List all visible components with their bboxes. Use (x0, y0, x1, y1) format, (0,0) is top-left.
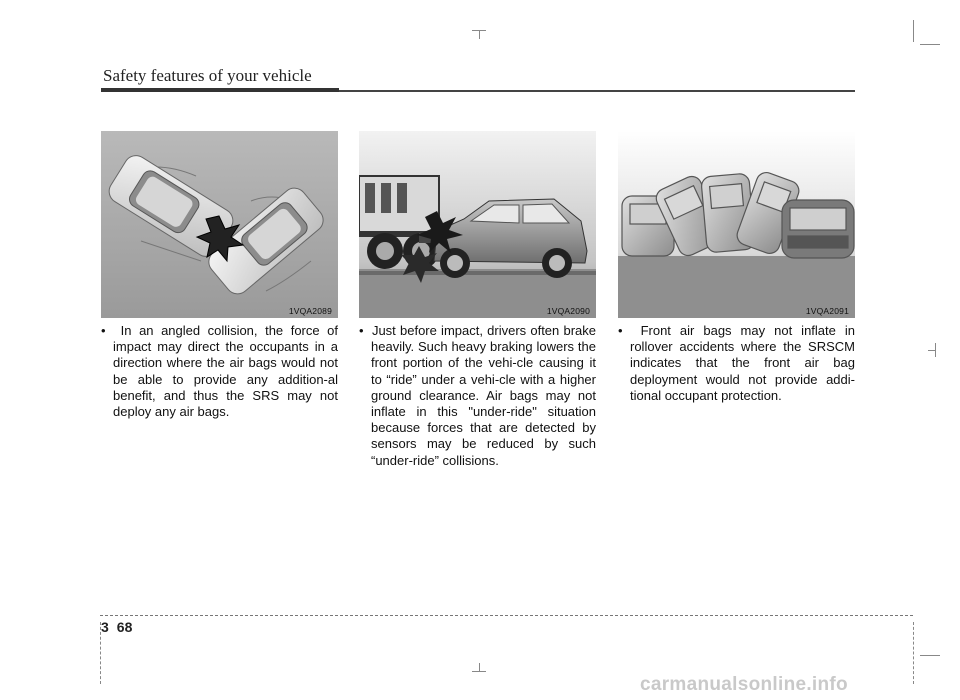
crop-mark-top-right-h (920, 44, 940, 45)
figure-angled-collision (101, 131, 338, 318)
rollover-illustration (618, 131, 855, 318)
header-rule-thin (339, 90, 855, 92)
crop-mark-bottom-right-v (913, 622, 914, 684)
header-rule-thick (101, 88, 339, 92)
crop-mark-right-center-h (928, 350, 936, 351)
crop-mark-bottom-center-h (472, 671, 486, 672)
crop-mark-bottom-right-h (920, 655, 940, 656)
figure-code: 1VQA2091 (805, 306, 849, 316)
section-number: 3 (101, 619, 109, 635)
crop-mark-top-right-v (913, 20, 914, 42)
footer-rule (100, 615, 913, 616)
figure-code: 1VQA2090 (546, 306, 590, 316)
angled-collision-illustration (101, 131, 338, 318)
page-number-value: 68 (116, 619, 133, 635)
figure-code: 1VQA2089 (288, 306, 332, 316)
watermark-text: carmanualsonline.info (640, 674, 848, 695)
figure-under-ride (359, 131, 596, 318)
page-header-title: Safety features of your vehicle (103, 66, 312, 85)
caption-under-ride: • Just before impact, drivers often brake heavily. Such heavy braking lowers the front portion of the vehi-cle causing it to “ride” under a vehi-cle with a higher ground clearance. Air bags may not inflate in this "under-ride" situation because forces that are detected by sensors may be reduced by such “under-ride” collisions. (359, 323, 596, 469)
page-number (101, 619, 132, 635)
crop-mark-top-center-v (479, 30, 480, 39)
under-ride-illustration (359, 131, 596, 318)
figure-rollover (618, 131, 855, 318)
caption-rollover: • Front air bags may not inflate in rollover accidents where the SRSCM indicates that the front air bag deployment would not provide addi-tional occupant protection. (618, 323, 855, 404)
caption-angled-collision: • In an angled collision, the force of impact may direct the occupants in a direction where the air bags would not be able to provide any addition-al benefit, and thus the SRS may not deploy any air bags. (101, 323, 338, 420)
